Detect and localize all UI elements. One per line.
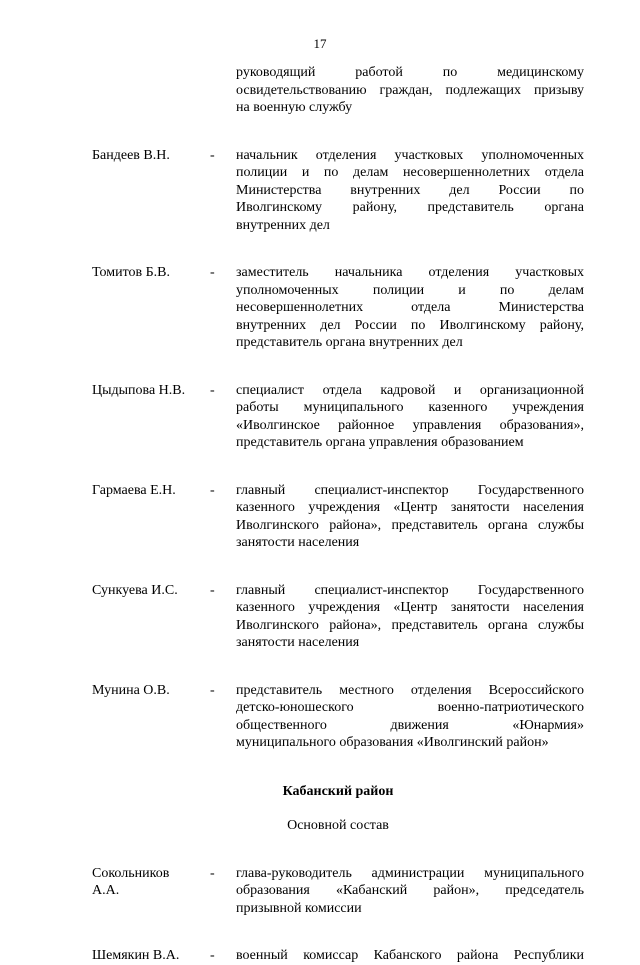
description-line: детско-юношеского военно-патриотического — [236, 700, 584, 715]
description-line: образования «Кабанский район», председатель — [236, 883, 584, 898]
section-member-entry — [92, 947, 584, 965]
description-line: полиции и по делам несовершеннолетних отдела — [236, 165, 584, 180]
member-entry — [92, 382, 584, 452]
member-description — [236, 582, 584, 652]
member-description — [236, 382, 584, 452]
member-entry — [92, 147, 584, 235]
member-dash: - — [210, 265, 215, 280]
member-name-line: А.А. — [92, 883, 120, 898]
description-line: уполномоченных полиции и по делам — [236, 282, 584, 298]
member-dash: - — [210, 147, 215, 163]
member-entry — [92, 582, 584, 652]
description-line: занятости населения — [236, 635, 360, 650]
description-line: главный специалист-инспектор Государственного — [236, 582, 584, 598]
continuation-line: руководящий работой по медицинскому — [236, 65, 584, 80]
description-line: внутренних дел — [236, 217, 330, 233]
continuation-line: на военную службу — [236, 100, 353, 115]
description-line: представитель органа управления образованием — [236, 435, 524, 450]
description-line: несовершеннолетних отдела Министерства — [236, 300, 584, 315]
page-number: 17 — [313, 36, 327, 51]
member-description — [236, 482, 584, 552]
description-line: занятости населения — [236, 535, 360, 550]
description-line: Иволгинского района», представитель органа службы — [236, 617, 584, 633]
section-member-entry — [92, 865, 584, 918]
member-name — [92, 947, 210, 965]
description-line: Иволгинского района», представитель органа службы — [236, 517, 584, 533]
section-title: Кабанский район — [282, 783, 394, 799]
member-dash: - — [210, 682, 215, 698]
member-dash: - — [210, 948, 215, 963]
subsection-title: Основной состав — [287, 818, 389, 833]
member-entry — [92, 482, 584, 552]
description-line: глава-руководитель администрации муниципального — [236, 865, 584, 881]
description-line: муниципального образования «Иволгинский район» — [236, 735, 549, 750]
description-line: заместитель начальника отделения участковых — [236, 265, 584, 280]
member-dash: - — [210, 865, 215, 881]
member-description — [236, 865, 584, 918]
member-dash: - — [210, 382, 215, 398]
member-name: Сункуева И.С. — [92, 582, 178, 598]
member-name — [92, 865, 210, 900]
description-line: представитель органа внутренних дел — [236, 335, 463, 350]
member-name-line: Шемякин В.А. — [92, 948, 180, 963]
member-description — [236, 147, 584, 235]
document-content — [92, 64, 584, 965]
member-entry — [92, 682, 584, 752]
description-line: специалист отдела кадровой и организационной — [236, 382, 584, 398]
description-line: военный комиссар Кабанского района Республики — [236, 948, 584, 963]
description-line: призывной комиссии — [236, 900, 362, 916]
member-name: Мунина О.В. — [92, 682, 170, 698]
description-line: общественного движения «Юнармия» — [236, 717, 584, 733]
member-name-line: Сокольников — [92, 865, 170, 881]
description-line: Иволгинскому району, представитель органа — [236, 200, 584, 215]
description-line: «Иволгинское районное управления образования», — [236, 417, 584, 433]
description-line: казенного учреждения «Центр занятости населения — [236, 600, 584, 615]
description-line: представитель местного отделения Всероссийского — [236, 682, 584, 698]
member-name: Томитов Б.В. — [92, 265, 171, 280]
member-name: Цыдыпова Н.В. — [92, 382, 186, 398]
description-line: внутренних дел России по Иволгинскому району, — [236, 317, 584, 333]
member-name: Гармаева Е.Н. — [92, 482, 176, 498]
member-entry — [92, 264, 584, 352]
description-line: работы муниципального казенного учреждения — [236, 400, 584, 415]
description-line: Министерства внутренних дел России по — [236, 182, 584, 198]
member-description — [236, 947, 584, 965]
continuation-text — [236, 64, 584, 117]
member-dash: - — [210, 582, 215, 598]
continuation-line: освидетельствованию граждан, подлежащих призыву — [236, 82, 584, 98]
member-name: Бандеев В.Н. — [92, 147, 170, 163]
member-description — [236, 682, 584, 752]
description-line: начальник отделения участковых уполномоченных — [236, 147, 584, 163]
description-line: главный специалист-инспектор Государственного — [236, 482, 584, 498]
member-description — [236, 264, 584, 352]
description-line: казенного учреждения «Центр занятости населения — [236, 500, 584, 515]
member-dash: - — [210, 482, 215, 498]
